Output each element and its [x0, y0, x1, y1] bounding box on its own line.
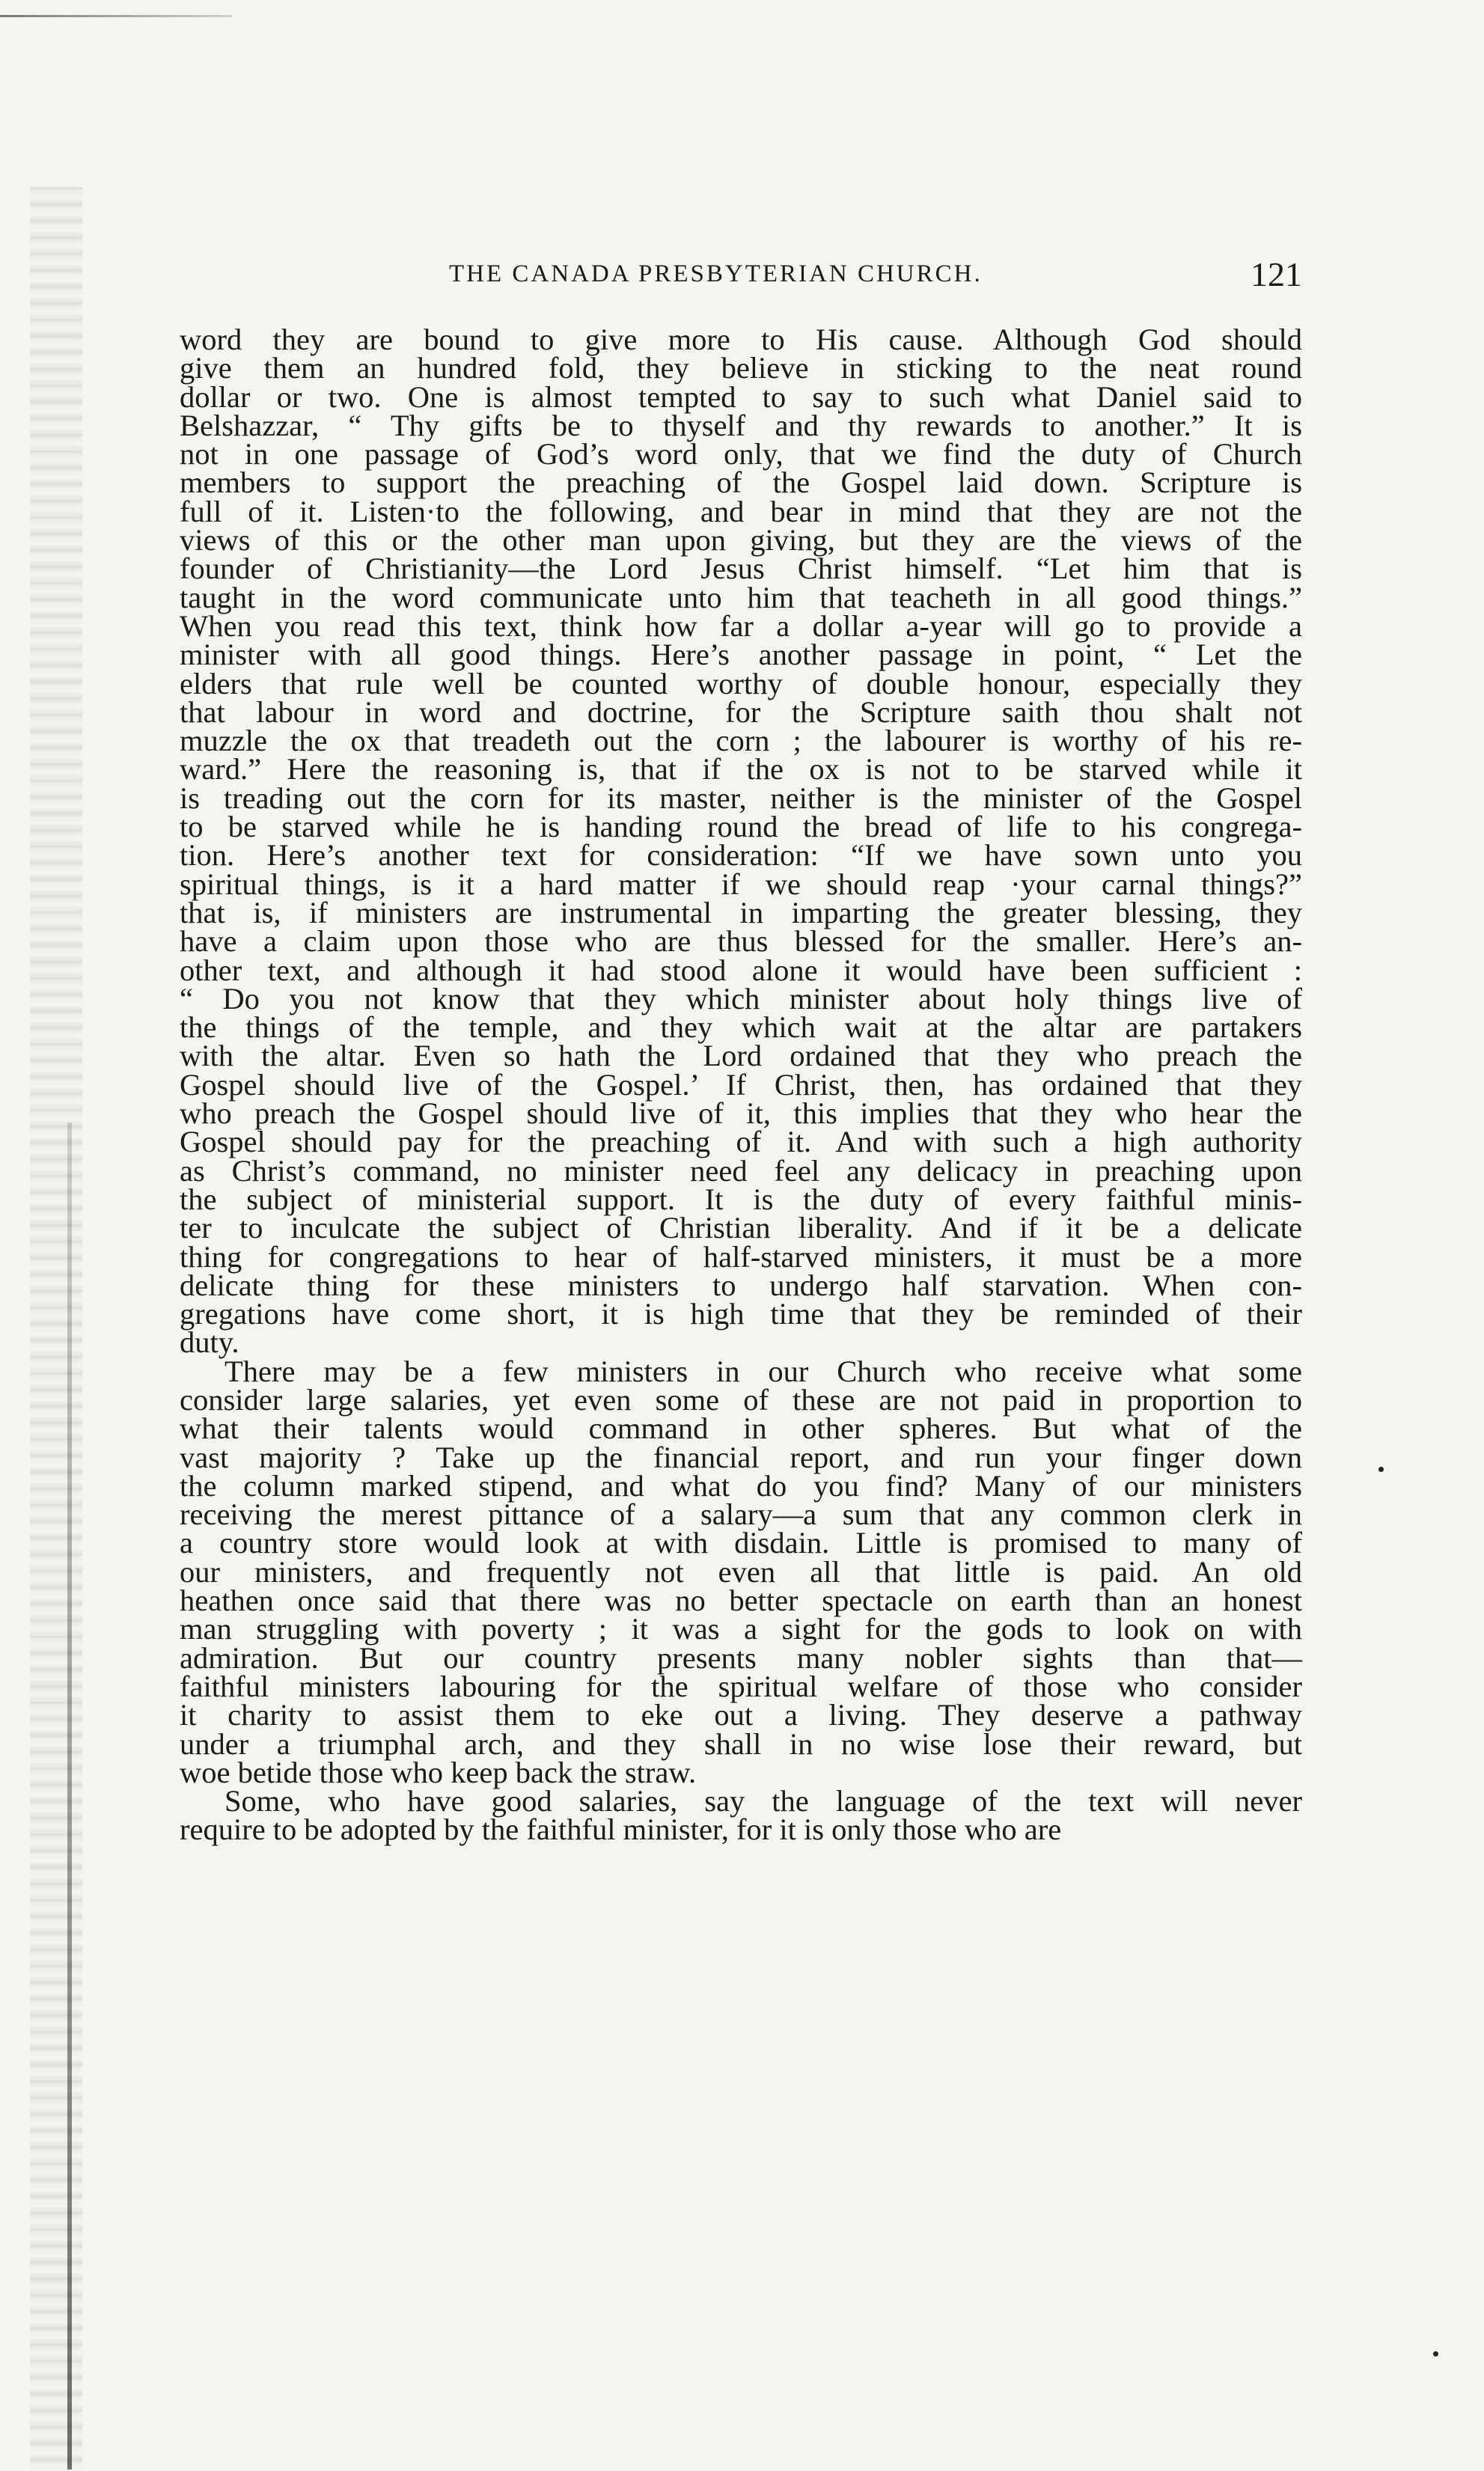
page-number: 121 — [1251, 255, 1302, 293]
text-line: faithful ministers labouring for the spiritual welfare of those who consider — [180, 1669, 1302, 1703]
text-line: minister with all good things. Here’s another passage in point, “ Let the — [180, 638, 1302, 672]
page-header — [449, 254, 1302, 299]
text-line: a country store would look at with disdain. Little is promised to many of — [180, 1526, 1302, 1560]
text-line: gregations have come short, it is high time that they be reminded of their — [180, 1297, 1302, 1331]
text-line: the column marked stipend, and what do you find? Many of our ministers — [180, 1468, 1302, 1503]
text-line: it charity to assist them to eke out a living. They deserve a pathway — [180, 1698, 1302, 1732]
text-line: vast majority ? Take up the financial report, and run your finger down — [180, 1440, 1302, 1474]
text-line: is treading out the corn for its master, neither is the minister of the Gospel — [180, 781, 1302, 815]
text-line: as Christ’s command, no minister need feel any delicacy in preaching upon — [180, 1153, 1302, 1188]
text-line: founder of Christianity—the Lord Jesus Christ himself. “Let him that is — [180, 552, 1302, 586]
text-line: muzzle the ox that treadeth out the corn ; the labourer is worthy of his re- — [180, 724, 1302, 758]
text-line: dollar or two. One is almost tempted to say to such what Daniel said to — [180, 379, 1302, 414]
text-line: receiving the merest pittance of a salary—a sum that any common clerk in — [180, 1497, 1302, 1532]
scan-binding-edge — [67, 1123, 72, 2470]
scan-binding-shadow — [30, 187, 82, 2470]
text-line: When you read this text, think how far a dollar a-year will go to provide a — [180, 608, 1302, 643]
text-line: Gospel should live of the Gospel.’ If Christ, then, has ordained that they — [180, 1067, 1302, 1102]
text-line: other text, and although it had stood alone it would have been sufficient : — [180, 953, 1302, 987]
text-line: ter to inculcate the subject of Christian liberality. And if it be a delicate — [180, 1211, 1302, 1245]
text-line: require to be adopted by the faithful minister, for it is only those who are — [180, 1812, 1062, 1847]
text-line: admiration. But our country presents many nobler sights than that— — [180, 1640, 1302, 1675]
ink-speck — [1378, 1467, 1384, 1472]
ink-speck — [1433, 2351, 1438, 2357]
text-line: to be starved while he is handing round the bread of life to his congrega- — [180, 810, 1302, 844]
text-line: members to support the preaching of the Gospel laid down. Scripture is — [180, 465, 1302, 500]
text-line: have a claim upon those who are thus blessed for the smaller. Here’s an- — [180, 924, 1302, 959]
text-line: that labour in word and doctrine, for the Scripture saith thou shalt not — [180, 694, 1302, 729]
text-line: duty. — [180, 1325, 239, 1360]
text-line: give them an hundred fold, they believe in sticking to the neat round — [180, 351, 1302, 385]
running-title: THE CANADA PRESBYTERIAN CHURCH. — [449, 260, 983, 287]
text-line: who preach the Gospel should live of it, this implies that they who hear the — [180, 1096, 1302, 1131]
scan-edge-line — [0, 15, 232, 17]
text-line: ward.” Here the reasoning is, that if the ox is not to be starved while it — [180, 752, 1302, 786]
body-text — [180, 323, 1302, 1847]
text-line: under a triumphal arch, and they shall in no wise lose their reward, but — [180, 1726, 1302, 1761]
text-line: Belshazzar, “ Thy gifts be to thyself and thy rewards to another.” It is — [180, 408, 1302, 442]
text-line: heathen once said that there was no better spectacle on earth than an honest — [180, 1583, 1302, 1618]
text-line: Some, who have good salaries, say the language of the text will never — [225, 1784, 1302, 1818]
text-line: full of it. Listen·to the following, and bear in mind that they are not the — [180, 494, 1302, 528]
text-line: man struggling with poverty ; it was a sight for the gods to look on with — [180, 1612, 1302, 1646]
text-line: consider large salaries, yet even some of these are not paid in proportion to — [180, 1382, 1302, 1417]
text-line: word they are bound to give more to His cause. Although God should — [180, 323, 1302, 356]
text-line: taught in the word communicate unto him that teacheth in all good things.” — [180, 580, 1302, 614]
text-line: delicate thing for these ministers to undergo half starvation. When con- — [180, 1268, 1302, 1302]
text-line: that is, if ministers are instrumental in imparting the greater blessing, they — [180, 895, 1302, 929]
text-line: elders that rule well be counted worthy of double honour, especially they — [180, 666, 1302, 700]
text-line: thing for congregations to hear of half-starved ministers, it must be a more — [180, 1239, 1302, 1274]
text-line: with the altar. Even so hath the Lord ordained that they who preach the — [180, 1039, 1302, 1073]
text-line: “ Do you not know that they which minister about holy things live of — [180, 981, 1302, 1015]
text-line: spiritual things, is it a hard matter if we should reap ·your carnal things?” — [180, 867, 1302, 901]
text-line: There may be a few ministers in our Church who receive what some — [225, 1354, 1302, 1388]
text-line: Gospel should pay for the preaching of it. And with such a high authority — [180, 1125, 1302, 1159]
text-line: the subject of ministerial support. It is the duty of every faithful minis- — [180, 1182, 1302, 1216]
text-line: not in one passage of God’s word only, that we find the duty of Church — [180, 437, 1302, 471]
text-line: tion. Here’s another text for consideration: “If we have sown unto you — [180, 838, 1302, 873]
text-line: our ministers, and frequently not even all that little is paid. An old — [180, 1554, 1302, 1589]
text-line: what their talents would command in other spheres. But what of the — [180, 1411, 1302, 1446]
text-line: views of this or the other man upon giving, but they are the views of the — [180, 523, 1302, 558]
text-line: the things of the temple, and they which wait at the altar are partakers — [180, 1010, 1302, 1045]
text-line: woe betide those who keep back the straw. — [180, 1755, 697, 1789]
